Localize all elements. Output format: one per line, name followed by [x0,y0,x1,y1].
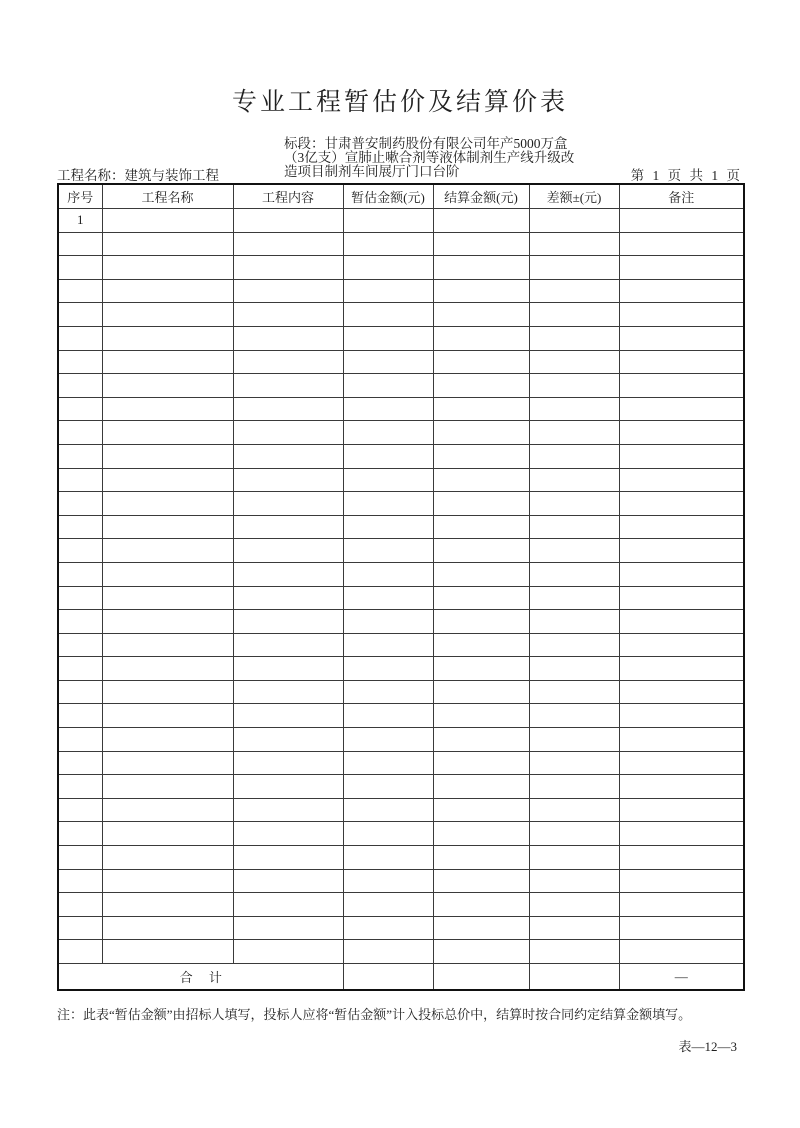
table-row [58,869,744,893]
table-cell [343,397,433,421]
table-cell [343,610,433,634]
table-cell [233,633,343,657]
table-cell [233,822,343,846]
table-cell [58,350,102,374]
table-cell [343,421,433,445]
table-cell [233,798,343,822]
table-cell [619,846,744,870]
table-cell [233,562,343,586]
table-cell [58,256,102,280]
table-cell [233,256,343,280]
table-cell: 1 [58,209,102,233]
table-cell [619,657,744,681]
table-cell [343,232,433,256]
table-cell [102,822,233,846]
table-row [58,704,744,728]
table-cell [529,657,619,681]
table-cell [619,940,744,964]
table-cell [529,492,619,516]
project-name-label: 工程名称：建筑与装饰工程 [57,168,219,183]
header-cell-estimate-amount: 暂估金额(元) [343,184,433,209]
table-cell [102,657,233,681]
table-row [58,893,744,917]
table-cell [233,775,343,799]
table-cell [343,515,433,539]
total-remark-cell: — [619,964,744,991]
table-cell [58,397,102,421]
table-cell [102,680,233,704]
table-row [58,846,744,870]
table-cell [529,869,619,893]
table-cell [619,822,744,846]
table-row [58,468,744,492]
table-cell [433,397,529,421]
table-cell [433,610,529,634]
table-cell [529,728,619,752]
table-cell [343,940,433,964]
header-cell-settlement-amount: 结算金额(元) [433,184,529,209]
table-cell [233,492,343,516]
table-cell [433,657,529,681]
form-code: 表—12—3 [678,1039,737,1054]
table-row [58,680,744,704]
table-row [58,232,744,256]
table-cell [433,232,529,256]
table-cell [233,751,343,775]
table-cell [619,279,744,303]
table-cell [343,751,433,775]
table-cell [343,916,433,940]
table-row [58,326,744,350]
table-cell [619,350,744,374]
table-cell [58,232,102,256]
table-cell [619,397,744,421]
table-cell [529,562,619,586]
table-cell [343,822,433,846]
table-cell [343,209,433,233]
table-cell [343,798,433,822]
table-row [58,916,744,940]
note-text: 注：此表“暂估金额”由招标人填写，投标人应将“暂估金额”计入投标总价中，结算时按合同约定结算金额填写。 [57,1007,692,1022]
table-cell [619,374,744,398]
table-cell [343,633,433,657]
table-cell [433,303,529,327]
header-cell-project-content: 工程内容 [233,184,343,209]
table-cell [529,798,619,822]
table-cell [529,256,619,280]
table-cell [529,940,619,964]
table-cell [233,303,343,327]
table-cell [102,869,233,893]
table-cell [58,728,102,752]
table-cell [529,444,619,468]
table-cell [233,209,343,233]
table-cell [233,610,343,634]
table-cell [58,586,102,610]
table-cell [343,492,433,516]
table-cell [233,539,343,563]
table-cell [529,303,619,327]
table-cell [102,444,233,468]
table-cell [619,539,744,563]
table-cell [233,916,343,940]
table-cell [529,822,619,846]
table-row [58,397,744,421]
table-cell [102,279,233,303]
table-cell [343,444,433,468]
header-cell-project-name: 工程名称 [102,184,233,209]
total-difference-cell [529,964,619,991]
table-cell [433,209,529,233]
table-cell [619,728,744,752]
table-row [58,562,744,586]
table-cell [58,775,102,799]
table-cell [529,633,619,657]
page-number-info: 第 1 页 共 1 页 [630,168,740,183]
table-row [58,421,744,445]
table-cell [233,468,343,492]
table-cell [58,444,102,468]
section-info-line: （3亿支）宣肺止嗽合剂等液体制剂生产线升级改 [284,150,575,165]
table-cell [619,775,744,799]
table-cell [102,916,233,940]
header-cell-remark: 备注 [619,184,744,209]
table-cell [433,515,529,539]
table-cell [343,680,433,704]
table-cell [233,728,343,752]
table-cell [233,279,343,303]
table-cell [529,326,619,350]
table-cell [619,256,744,280]
table-cell [529,586,619,610]
table-cell [433,846,529,870]
table-cell [102,798,233,822]
table-cell [343,539,433,563]
table-cell [619,610,744,634]
table-cell [529,539,619,563]
table-cell [433,798,529,822]
table-cell [529,374,619,398]
table-cell [529,846,619,870]
table-cell [619,492,744,516]
section-info-line: 造项目制剂车间展厅门口台阶 [284,164,460,179]
table-cell [233,350,343,374]
table-cell [58,846,102,870]
table-cell [58,798,102,822]
table-cell [529,893,619,917]
table-cell [233,374,343,398]
table-cell [529,775,619,799]
table-cell [433,893,529,917]
table-cell [343,657,433,681]
table-cell [58,374,102,398]
table-cell [433,728,529,752]
table-cell [102,468,233,492]
table-cell [102,562,233,586]
table-cell [58,421,102,445]
table-cell [529,350,619,374]
table-cell [343,893,433,917]
table-row [58,492,744,516]
table-cell [619,468,744,492]
table-cell [233,397,343,421]
table-row [58,940,744,964]
table-cell [58,515,102,539]
table-cell [619,798,744,822]
table-cell [102,586,233,610]
table-cell [233,586,343,610]
table-cell [433,680,529,704]
table-cell [343,846,433,870]
table-cell [619,444,744,468]
table-cell [233,657,343,681]
table-cell [433,822,529,846]
table-cell [102,539,233,563]
table-cell [433,468,529,492]
table-row [58,350,744,374]
document-title: 专业工程暂估价及结算价表 [231,89,568,116]
total-estimate-cell [343,964,433,991]
table-cell [58,657,102,681]
table-cell [619,303,744,327]
table-cell [343,728,433,752]
table-row [58,279,744,303]
table-row [58,775,744,799]
table-cell [102,256,233,280]
table-cell [102,610,233,634]
table-cell [343,279,433,303]
table-cell [433,444,529,468]
table-cell [58,279,102,303]
table-cell [58,539,102,563]
table-cell [529,916,619,940]
table-cell [343,326,433,350]
table-cell [529,610,619,634]
table-cell [233,326,343,350]
table-cell [343,704,433,728]
table-cell [102,350,233,374]
table-cell [102,209,233,233]
table-cell [529,751,619,775]
table-cell [102,728,233,752]
table-cell [102,492,233,516]
table-cell [433,775,529,799]
table-cell [343,350,433,374]
total-row [58,964,744,991]
table-row [58,822,744,846]
total-label-cell: 合 计 [58,964,343,991]
table-cell [619,869,744,893]
table-cell [529,704,619,728]
table-cell [233,444,343,468]
table-cell [433,940,529,964]
section-info [284,137,604,179]
table-cell [433,256,529,280]
table-cell [619,680,744,704]
table-cell [529,232,619,256]
table-cell [102,421,233,445]
table-cell [102,940,233,964]
table-cell [58,704,102,728]
table-row [58,586,744,610]
table-row [58,444,744,468]
table-cell [343,256,433,280]
table-cell [619,751,744,775]
table-cell [433,633,529,657]
table-cell [433,586,529,610]
section-info-line: 标段：甘肃普安制药股份有限公司年产5000万盒 [284,136,568,151]
table-cell [233,893,343,917]
table-cell [102,232,233,256]
estimate-table [57,183,745,991]
table-cell [102,326,233,350]
header-cell-difference: 差额±(元) [529,184,619,209]
table-cell [102,893,233,917]
table-cell [529,421,619,445]
table-cell [102,374,233,398]
table-cell [233,680,343,704]
table-cell [58,562,102,586]
table-cell [233,940,343,964]
table-cell [102,704,233,728]
table-cell [433,421,529,445]
total-settlement-cell [433,964,529,991]
table-cell [343,586,433,610]
table-cell [433,350,529,374]
table-cell [58,869,102,893]
table-cell [619,326,744,350]
table-cell [58,326,102,350]
table-body [58,209,744,964]
table-cell [58,940,102,964]
table-cell [619,562,744,586]
table-cell [58,751,102,775]
table-row [58,209,744,233]
table-cell [58,633,102,657]
table-cell [619,893,744,917]
table-cell [619,633,744,657]
table-cell [233,421,343,445]
table-cell [529,397,619,421]
table-row [58,539,744,563]
table-cell [433,869,529,893]
table-cell [433,916,529,940]
table-cell [58,610,102,634]
table-cell [433,326,529,350]
table-cell [233,869,343,893]
table-cell [529,468,619,492]
table-cell [233,704,343,728]
table-cell [343,775,433,799]
table-row [58,798,744,822]
table-row [58,515,744,539]
table-cell [343,869,433,893]
table-row [58,751,744,775]
table-cell [433,751,529,775]
table-cell [102,775,233,799]
table-cell [233,232,343,256]
table-cell [529,680,619,704]
table-row [58,610,744,634]
table-cell [58,822,102,846]
table-cell [58,916,102,940]
table-cell [529,209,619,233]
table-cell [58,303,102,327]
table-row [58,303,744,327]
table-cell [102,303,233,327]
table-cell [433,492,529,516]
table-cell [433,539,529,563]
table-cell [529,279,619,303]
table-cell [58,893,102,917]
table-row [58,728,744,752]
table-cell [619,209,744,233]
table-row [58,256,744,280]
table-cell [433,704,529,728]
table-row [58,633,744,657]
table-cell [619,916,744,940]
table-cell [58,680,102,704]
table-cell [233,515,343,539]
table-cell [233,846,343,870]
table-cell [433,562,529,586]
table-cell [619,232,744,256]
table-cell [102,397,233,421]
table-cell [343,374,433,398]
table-cell [343,303,433,327]
table-cell [529,515,619,539]
table-cell [102,846,233,870]
table-cell [619,421,744,445]
table-cell [433,279,529,303]
table-cell [102,515,233,539]
table-cell [343,468,433,492]
table-cell [102,633,233,657]
table-cell [619,586,744,610]
table-row [58,374,744,398]
table-row [58,657,744,681]
table-cell [619,515,744,539]
table-cell [58,492,102,516]
table-header-row [58,184,744,209]
table-cell [343,562,433,586]
table-cell [58,468,102,492]
table-cell [619,704,744,728]
table-cell [433,374,529,398]
header-cell-seq: 序号 [58,184,102,209]
table-cell [102,751,233,775]
